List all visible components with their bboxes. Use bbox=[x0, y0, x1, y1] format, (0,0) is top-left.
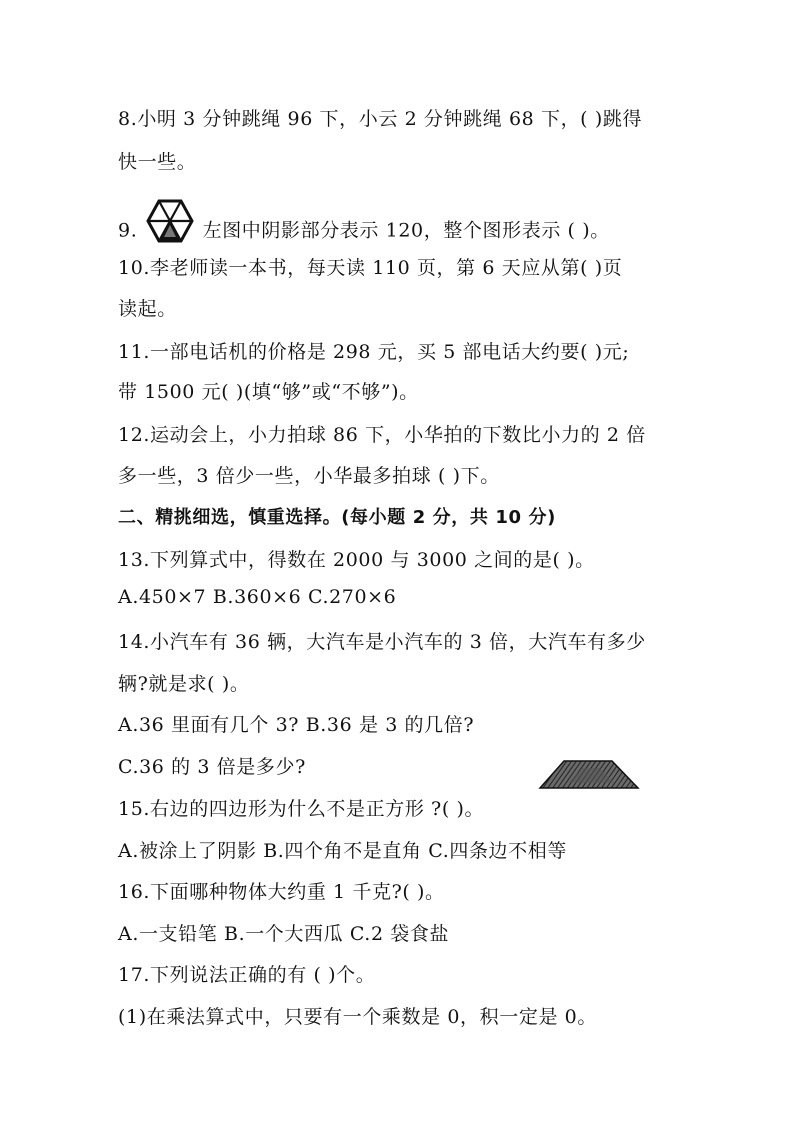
q12-line1: 12.运动会上，小力拍球 86 下，小华拍的下数比小力的 2 倍 bbox=[118, 424, 646, 446]
q13-options: A.450×7 B.360×6 C.270×6 bbox=[118, 586, 397, 608]
q11-line2: 带 1500 元( )(填“够”或“不够”)。 bbox=[118, 381, 419, 403]
q10-line2: 读起。 bbox=[118, 298, 177, 320]
q8-line1: 8.小明 3 分钟跳绳 96 下，小云 2 分钟跳绳 68 下，( )跳得 bbox=[118, 108, 643, 130]
q17-item1: (1)在乘法算式中，只要有一个乘数是 0，积一定是 0。 bbox=[118, 1006, 597, 1028]
q14-line1: 14.小汽车有 36 辆，大汽车是小汽车的 3 倍，大汽车有多少 bbox=[118, 631, 646, 653]
q16-options: A.一支铅笔 B.一个大西瓜 C.2 袋食盐 bbox=[118, 923, 450, 945]
q9-line bbox=[118, 207, 610, 256]
rhombus-figure-icon bbox=[534, 758, 642, 798]
q14-options-ab: A.36 里面有几个 3? B.36 是 3 的几倍? bbox=[118, 714, 475, 736]
q15-options: A.被涂上了阴影 B.四个角不是直角 C.四条边不相等 bbox=[118, 840, 567, 862]
q9-number: 9. bbox=[118, 219, 138, 242]
q13-stem: 13.下列算式中，得数在 2000 与 3000 之间的是( )。 bbox=[118, 549, 595, 571]
section2-heading: 二、精挑细选，慎重选择。(每小题 2 分，共 10 分) bbox=[118, 507, 556, 528]
hexagon-figure-icon bbox=[146, 199, 194, 248]
q12-line2: 多一些，3 倍少一些，小华最多拍球 ( )下。 bbox=[118, 465, 500, 487]
q14-line2: 辆?就是求( )。 bbox=[118, 673, 250, 695]
q11-line1: 11.一部电话机的价格是 298 元，买 5 部电话大约要( )元; bbox=[118, 341, 630, 363]
q14-option-c: C.36 的 3 倍是多少? bbox=[118, 756, 306, 778]
q9-text: 左图中阴影部分表示 120，整个图形表示 ( )。 bbox=[202, 219, 610, 242]
q10-line1: 10.李老师读一本书，每天读 110 页，第 6 天应从第( )页 bbox=[118, 257, 623, 279]
q15-stem: 15.右边的四边形为什么不是正方形 ?( )。 bbox=[118, 798, 485, 820]
q16-stem: 16.下面哪种物体大约重 1 千克?( )。 bbox=[118, 881, 445, 903]
q17-stem: 17.下列说法正确的有 ( )个。 bbox=[118, 964, 376, 986]
q8-line2: 快一些。 bbox=[118, 151, 197, 173]
